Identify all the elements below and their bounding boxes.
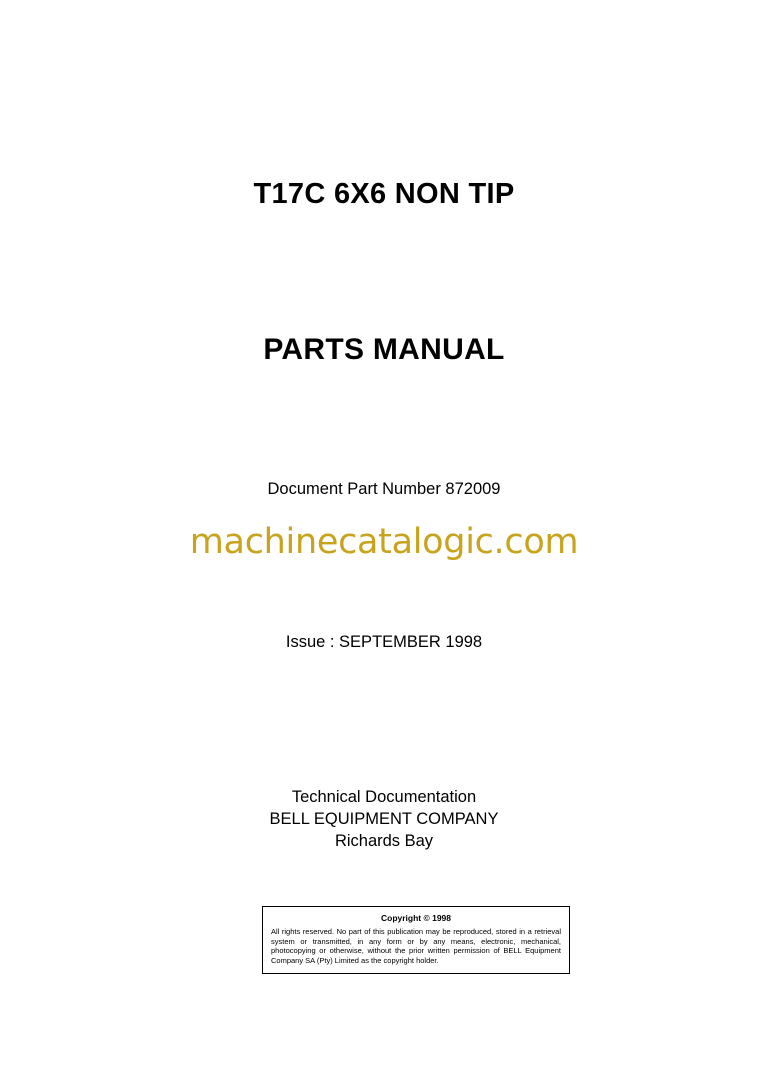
publisher-company: BELL EQUIPMENT COMPANY bbox=[269, 810, 499, 828]
issue-date: Issue : SEPTEMBER 1998 bbox=[285, 633, 483, 651]
copyright-heading: Copyright © 1998 bbox=[380, 913, 452, 923]
document-subtitle: PARTS MANUAL bbox=[263, 333, 505, 366]
document-part-number: Document Part Number 872009 bbox=[267, 480, 501, 498]
copyright-body: All rights reserved. No part of this publication may be reproduced, stored in a retrieval system or transmitted, in any form or by any means, electronic, mechanical, photocopying or otherwise, without the prior written permission of BELL Equipment Company SA (Pty) Limited as the copyright holder. bbox=[271, 927, 561, 965]
watermark-text: machinecatalogic.com bbox=[189, 522, 579, 562]
publisher-block bbox=[0, 786, 768, 852]
copyright-notice bbox=[262, 906, 570, 974]
publisher-department: Technical Documentation bbox=[291, 788, 477, 806]
page-title: T17C 6X6 NON TIP bbox=[253, 178, 515, 210]
publisher-location: Richards Bay bbox=[334, 832, 434, 850]
